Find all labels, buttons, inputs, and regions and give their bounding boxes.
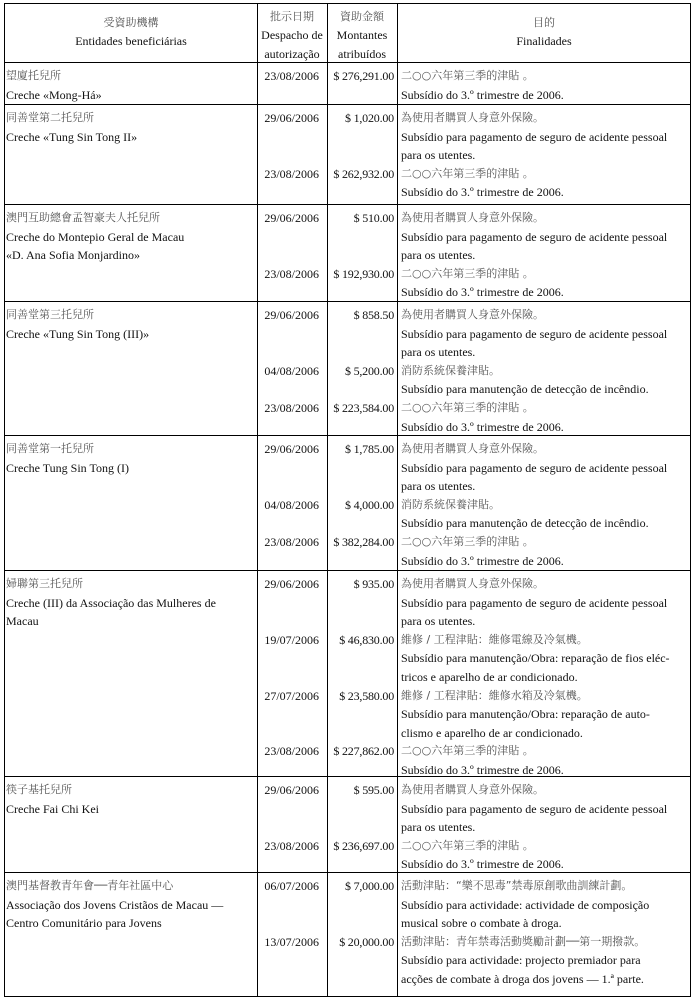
grant-entry xyxy=(257,877,691,933)
grant-date: 23/08/2006 xyxy=(264,166,319,181)
grant-amount: $ 1,785.00 xyxy=(344,442,394,456)
purpose-pt: Subsídio do 3.º trimestre de 2006. xyxy=(401,419,564,434)
grant-date: 23/08/2006 xyxy=(264,69,319,83)
grant-date: 04/08/2006 xyxy=(264,363,319,378)
purpose-pt: Subsídio para pagamento de seguro de acidente pessoal xyxy=(401,326,668,341)
header-date-zh: 批示日期 xyxy=(270,10,314,23)
purpose-zh: 二○○六年第三季的津貼 。 xyxy=(401,744,534,758)
grant-amount: $ 595.00 xyxy=(353,783,394,797)
grant-entry xyxy=(257,533,691,570)
entity-cell xyxy=(5,306,257,435)
entity-name-pt: Macau xyxy=(6,614,39,629)
grant-date: 29/06/2006 xyxy=(264,308,319,322)
purpose-pt: para os utentes. xyxy=(401,820,476,835)
entity-name-pt: Creche «Tung Sin Tong II» xyxy=(6,129,138,144)
entity-name-zh: 望廈托兒所 xyxy=(6,69,61,82)
purpose-pt: Subsídio do 3.º trimestre de 2006. xyxy=(401,857,564,872)
grant-date: 06/07/2006 xyxy=(264,879,319,893)
entity-name-pt: Creche (III) da Associação das Mulheres de xyxy=(6,595,216,610)
grant-amount: $ 858.50 xyxy=(353,308,394,322)
grant-date: 23/08/2006 xyxy=(264,266,319,281)
grants-cell xyxy=(257,209,691,301)
header-purpose-pt: Finalidades xyxy=(516,34,572,48)
entity-cell xyxy=(5,877,257,996)
grant-amount: $ 20,000.00 xyxy=(339,934,394,949)
grant-entry xyxy=(257,631,691,687)
grant-date: 13/07/2006 xyxy=(264,934,319,949)
purpose-pt: tricos e aparelho de ar condicionado. xyxy=(401,669,578,684)
purpose-zh: 二○○六年第三季的津貼 。 xyxy=(401,69,534,82)
purpose-zh: 為使用者購買人身意外保險。 xyxy=(401,442,544,455)
grant-amount: $ 223,584.00 xyxy=(333,400,394,415)
table-header xyxy=(5,4,691,63)
grant-amount: $ 4,000.00 xyxy=(344,497,394,512)
grant-entry xyxy=(257,67,691,104)
purpose-zh: 為使用者購買人身意外保險。 xyxy=(401,111,544,124)
entity-name-zh: 同善堂第一托兒所 xyxy=(6,442,94,455)
purpose-pt: para os utentes. xyxy=(401,248,476,263)
grant-entry xyxy=(257,837,691,874)
purpose-pt: para os utentes. xyxy=(401,148,476,163)
table-row xyxy=(5,205,691,302)
grant-entry xyxy=(257,306,691,362)
grant-purpose xyxy=(397,265,691,302)
grants-cell xyxy=(257,109,691,204)
entity-name-pt: «D. Ana Sofia Monjardino» xyxy=(6,248,140,263)
grant-date: 29/06/2006 xyxy=(264,783,319,797)
entity-name-pt: Creche Tung Sin Tong (I) xyxy=(6,460,129,475)
grant-amount: $ 192,930.00 xyxy=(333,266,394,281)
grant-amount: $ 1,020.00 xyxy=(344,111,394,125)
grant-purpose xyxy=(397,575,691,631)
grant-purpose xyxy=(397,533,691,570)
purpose-zh: 二○○六年第三季的津貼 。 xyxy=(401,534,534,548)
grant-amount: $ 276,291.00 xyxy=(333,69,394,83)
grant-amount: $ 935.00 xyxy=(353,577,394,591)
table-row xyxy=(5,63,691,105)
grant-purpose xyxy=(397,399,691,436)
purpose-pt: Subsídio para manutenção/Obra: reparação de fios eléc- xyxy=(401,651,670,666)
entity-cell xyxy=(5,575,257,776)
entity-name-pt: Creche do Montepio Geral de Macau xyxy=(6,229,185,244)
header-date-pt1: Despacho de xyxy=(261,28,323,42)
header-purpose-zh: 目的 xyxy=(533,16,555,29)
grant-amount: $ 23,580.00 xyxy=(339,688,394,703)
purpose-zh: 為使用者購買人身意外保險。 xyxy=(401,308,544,321)
table-row xyxy=(5,873,691,997)
entity-cell xyxy=(5,209,257,301)
purpose-pt: Subsídio do 3.º trimestre de 2006. xyxy=(401,87,564,102)
purpose-zh: 二○○六年第三季的津貼 。 xyxy=(401,266,534,280)
header-amount-pt1: Montantes xyxy=(336,28,388,42)
grants-cell xyxy=(257,440,691,570)
header-entity xyxy=(5,4,257,62)
purpose-pt: Subsídio do 3.º trimestre de 2006. xyxy=(401,553,564,568)
header-purpose xyxy=(397,4,691,62)
grants-cell xyxy=(257,575,691,776)
subsidy-table xyxy=(4,3,691,997)
purpose-pt: Subsídio para pagamento de seguro de acidente pessoal xyxy=(401,460,668,475)
table-row xyxy=(5,436,691,571)
purpose-pt: Subsídio do 3.º trimestre de 2006. xyxy=(401,185,564,200)
purpose-pt: acções de combate à droga dos jovens — 1.ª parte. xyxy=(401,971,644,986)
entity-name-zh: 同善堂第二托兒所 xyxy=(6,111,94,124)
grant-entry xyxy=(257,265,691,302)
header-date-pt2: autorização xyxy=(264,47,320,61)
purpose-zh: 為使用者購買人身意外保險。 xyxy=(401,783,544,796)
grant-purpose xyxy=(397,67,691,104)
purpose-pt: Subsídio do 3.º trimestre de 2006. xyxy=(401,762,564,777)
header-entity-pt: Entidades beneficiárias xyxy=(75,34,187,48)
purpose-pt: Subsídio do 3.º trimestre de 2006. xyxy=(401,285,564,300)
grant-entry xyxy=(257,440,691,496)
purpose-zh: 消防系統保養津貼。 xyxy=(401,363,500,377)
grant-purpose xyxy=(397,306,691,362)
grants-cell xyxy=(257,877,691,996)
entity-name-zh: 同善堂第三托兒所 xyxy=(6,308,94,321)
entity-cell xyxy=(5,440,257,570)
grant-entry xyxy=(257,496,691,533)
entity-cell xyxy=(5,109,257,204)
grant-date: 23/08/2006 xyxy=(264,838,319,853)
grant-amount: $ 262,932.00 xyxy=(333,166,394,181)
grant-purpose xyxy=(397,109,691,165)
purpose-zh: 為使用者購買人身意外保險。 xyxy=(401,577,544,590)
header-amount xyxy=(327,4,397,62)
grant-entry xyxy=(257,742,691,779)
purpose-zh: 活動津貼：青年禁毒活動獎勵計劃──第一期撥款。 xyxy=(401,934,646,948)
table-body xyxy=(5,63,691,997)
purpose-zh: 消防系統保養津貼。 xyxy=(401,497,500,511)
grant-entry xyxy=(257,933,691,989)
grant-purpose xyxy=(397,837,691,874)
header-amount-zh: 資助金額 xyxy=(340,10,384,23)
grant-amount: $ 7,000.00 xyxy=(344,879,394,893)
grant-date: 29/06/2006 xyxy=(264,442,319,456)
purpose-pt: para os utentes. xyxy=(401,479,476,494)
grant-entry xyxy=(257,687,691,743)
entity-name-pt: Associação dos Jovens Cristãos de Macau — xyxy=(6,897,224,912)
grant-purpose xyxy=(397,209,691,265)
grant-purpose xyxy=(397,687,691,743)
purpose-pt: Subsídio para manutenção de detecção de incêndio. xyxy=(401,382,649,397)
entity-name-zh: 婦聯第三托兒所 xyxy=(6,577,83,590)
purpose-zh: 二○○六年第三季的津貼 。 xyxy=(401,838,534,852)
table-row xyxy=(5,302,691,436)
entity-cell xyxy=(5,781,257,872)
grant-amount: $ 510.00 xyxy=(353,211,394,225)
grant-date: 27/07/2006 xyxy=(264,688,319,703)
header-entity-zh: 受資助機構 xyxy=(103,16,159,29)
purpose-pt: clismo e aparelho de ar condicionado. xyxy=(401,725,583,740)
purpose-pt: Subsídio para manutenção de detecção de incêndio. xyxy=(401,516,649,531)
entity-cell xyxy=(5,67,257,104)
grant-date: 29/06/2006 xyxy=(264,111,319,125)
purpose-zh: 活動津貼：“樂不思毒”禁毒原創歌曲訓練計劃。 xyxy=(401,879,633,892)
purpose-zh: 二○○六年第三季的津貼 。 xyxy=(401,400,534,414)
grant-date: 23/08/2006 xyxy=(264,534,319,549)
grant-purpose xyxy=(397,742,691,779)
grant-date: 29/06/2006 xyxy=(264,577,319,591)
grant-purpose xyxy=(397,440,691,496)
grant-date: 23/08/2006 xyxy=(264,400,319,415)
grant-date: 29/06/2006 xyxy=(264,211,319,225)
grant-entry xyxy=(257,165,691,202)
grant-purpose xyxy=(397,362,691,399)
header-amount-pt2: atribuídos xyxy=(338,47,386,61)
grant-date: 23/08/2006 xyxy=(264,744,319,759)
grant-purpose xyxy=(397,165,691,202)
purpose-pt: Subsídio para pagamento de seguro de acidente pessoal xyxy=(401,129,668,144)
entity-name-zh: 澳門基督教青年會──青年社區中心 xyxy=(6,879,174,892)
purpose-pt: Subsídio para pagamento de seguro de acidente pessoal xyxy=(401,595,668,610)
grant-purpose xyxy=(397,933,691,989)
grant-date: 04/08/2006 xyxy=(264,497,319,512)
purpose-pt: Subsídio para pagamento de seguro de acidente pessoal xyxy=(401,801,668,816)
purpose-pt: Subsídio para pagamento de seguro de acidente pessoal xyxy=(401,229,668,244)
purpose-zh: 二○○六年第三季的津貼 。 xyxy=(401,166,534,180)
grant-purpose xyxy=(397,496,691,533)
grant-entry xyxy=(257,781,691,837)
grant-amount: $ 46,830.00 xyxy=(339,632,394,647)
grants-cell xyxy=(257,67,691,104)
grant-amount: $ 5,200.00 xyxy=(344,363,394,378)
column-divider xyxy=(397,4,398,997)
grant-entry xyxy=(257,362,691,399)
grant-entry xyxy=(257,209,691,265)
column-divider xyxy=(327,4,328,997)
entity-name-pt: Creche «Mong-Há» xyxy=(6,87,102,102)
purpose-pt: para os utentes. xyxy=(401,614,476,629)
purpose-pt: musical sobre o combate à droga. xyxy=(401,916,562,931)
purpose-zh: 為使用者購買人身意外保險。 xyxy=(401,211,544,224)
table-row xyxy=(5,105,691,205)
purpose-zh: 維修 / 工程津貼：維修電線及冷氣機。 xyxy=(401,632,588,646)
grant-amount: $ 382,284.00 xyxy=(333,534,394,549)
grant-purpose xyxy=(397,877,691,933)
column-divider xyxy=(690,4,691,997)
table-row xyxy=(5,571,691,777)
grant-entry xyxy=(257,399,691,436)
grants-cell xyxy=(257,306,691,435)
purpose-zh: 維修 / 工程津貼：維修水箱及冷氣機。 xyxy=(401,688,588,702)
grant-amount: $ 227,862.00 xyxy=(333,744,394,759)
entity-name-zh: 澳門互助總會孟智豪夫人托兒所 xyxy=(6,211,160,224)
column-divider xyxy=(257,4,258,997)
table-row xyxy=(5,777,691,873)
grant-amount: $ 236,697.00 xyxy=(333,838,394,853)
entity-name-zh: 筷子基托兒所 xyxy=(6,783,72,796)
grants-cell xyxy=(257,781,691,872)
purpose-pt: para os utentes. xyxy=(401,345,476,360)
entity-name-pt: Creche «Tung Sin Tong (III)» xyxy=(6,326,150,341)
purpose-pt: Subsídio para actividade: actividade de composição xyxy=(401,897,650,912)
grant-entry xyxy=(257,575,691,631)
grant-purpose xyxy=(397,631,691,687)
grant-date: 19/07/2006 xyxy=(264,632,319,647)
entity-name-pt: Creche Fai Chi Kei xyxy=(6,801,99,816)
entity-name-pt: Centro Comunitário para Jovens xyxy=(6,916,162,931)
grant-entry xyxy=(257,109,691,165)
grant-purpose xyxy=(397,781,691,837)
header-date xyxy=(257,4,327,62)
purpose-pt: Subsídio para manutenção/Obra: reparação de auto- xyxy=(401,707,650,722)
purpose-pt: Subsídio para actividade: projecto premiador para xyxy=(401,953,641,968)
